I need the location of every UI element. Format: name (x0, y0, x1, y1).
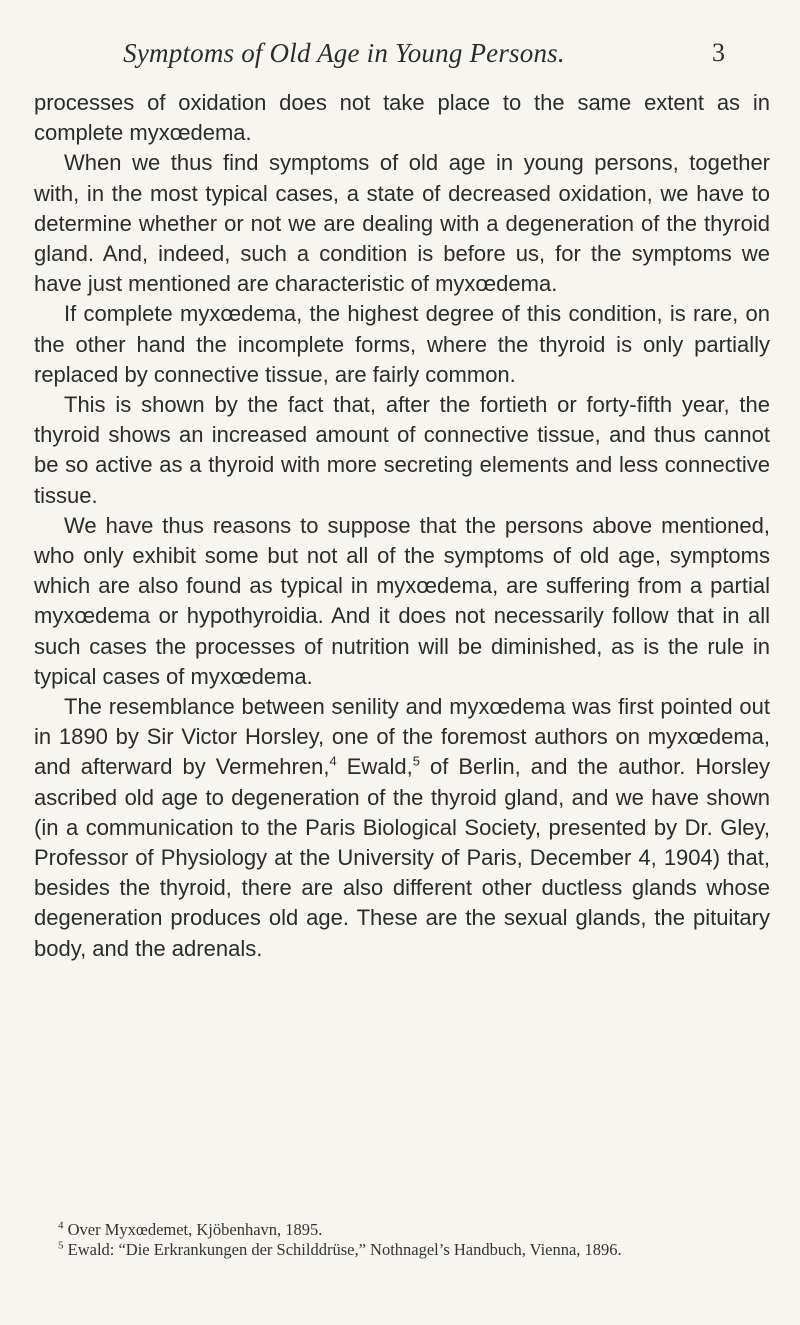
page-number: 3 (712, 38, 725, 67)
paragraph-text: The resemblance between senility and myxœdema was first pointed out in 1890 by Sir Victor Horsley, one of the foremost authors on myxœdema, and afterward by Vermehren, (34, 694, 770, 780)
body-text (34, 88, 770, 964)
footnote-ref: 5 (412, 754, 420, 770)
footnote-ref: 4 (329, 754, 337, 770)
paragraph: When we thus find symptoms of old age in young persons, together with, in the most typical cases, a state of decreased oxidation, we have to determine whether or not we are dealing with a degeneration of the thyroid gland. And, indeed, such a condition is before us, for the symptoms we have just mentioned are characteristic of myxœdema. (34, 150, 770, 297)
paragraph: processes of oxidation does not take place to the same extent as in complete myxœdema. (34, 90, 770, 146)
footnote-mark: 5 (58, 1239, 64, 1252)
footnote-text: Ewald: “Die Erkrankungen der Schilddrüse,” Nothnagel’s Handbuch, Vienna, 1896. (67, 1240, 622, 1259)
footnote (34, 1220, 770, 1240)
footnotes (34, 1220, 770, 1260)
paragraph-text: Ewald, (336, 754, 413, 780)
paragraph-text: of Berlin, and the author. Horsley ascribed old age to degeneration of the thyroid gland, and we have shown (in a communication to the Paris Biological Society, presented by Dr. Gley, Professor of Physiology at the University of Paris, December 4, 1904) that, besides the thyroid, there are also different other ductless glands whose degeneration produces old age. These are the sexual glands, the pituitary body, and the adrenals. (34, 754, 770, 961)
footnote-text: Over Myxœdemet, Kjöbenhavn, 1895. (67, 1220, 323, 1239)
paragraph: We have thus reasons to suppose that the persons above mentioned, who only exhibit some but not all of the symptoms of old age, symptoms which are also found as typical in myxœdema, are suffering from a partial myxœdema or hypothyroidia. And it does not necessarily follow that in all such cases the processes of nutrition will be diminished, as is the rule in typical cases of myxœdema. (34, 512, 770, 689)
paragraph: If complete myxœdema, the highest degree of this condition, is rare, on the other hand the incomplete forms, where the thyroid is only partially replaced by connective tissue, are fairly common. (34, 301, 770, 387)
footnote-mark: 4 (58, 1219, 64, 1232)
running-title: Symptoms of Old Age in Young Persons. (123, 38, 565, 68)
footnote (34, 1240, 770, 1260)
paragraph: This is shown by the fact that, after the fortieth or forty-fifth year, the thyroid shows an increased amount of connective tissue, and thus cannot be so active as a thyroid with more secreting elements and less connective tissue. (34, 392, 770, 508)
paragraph (34, 692, 770, 964)
